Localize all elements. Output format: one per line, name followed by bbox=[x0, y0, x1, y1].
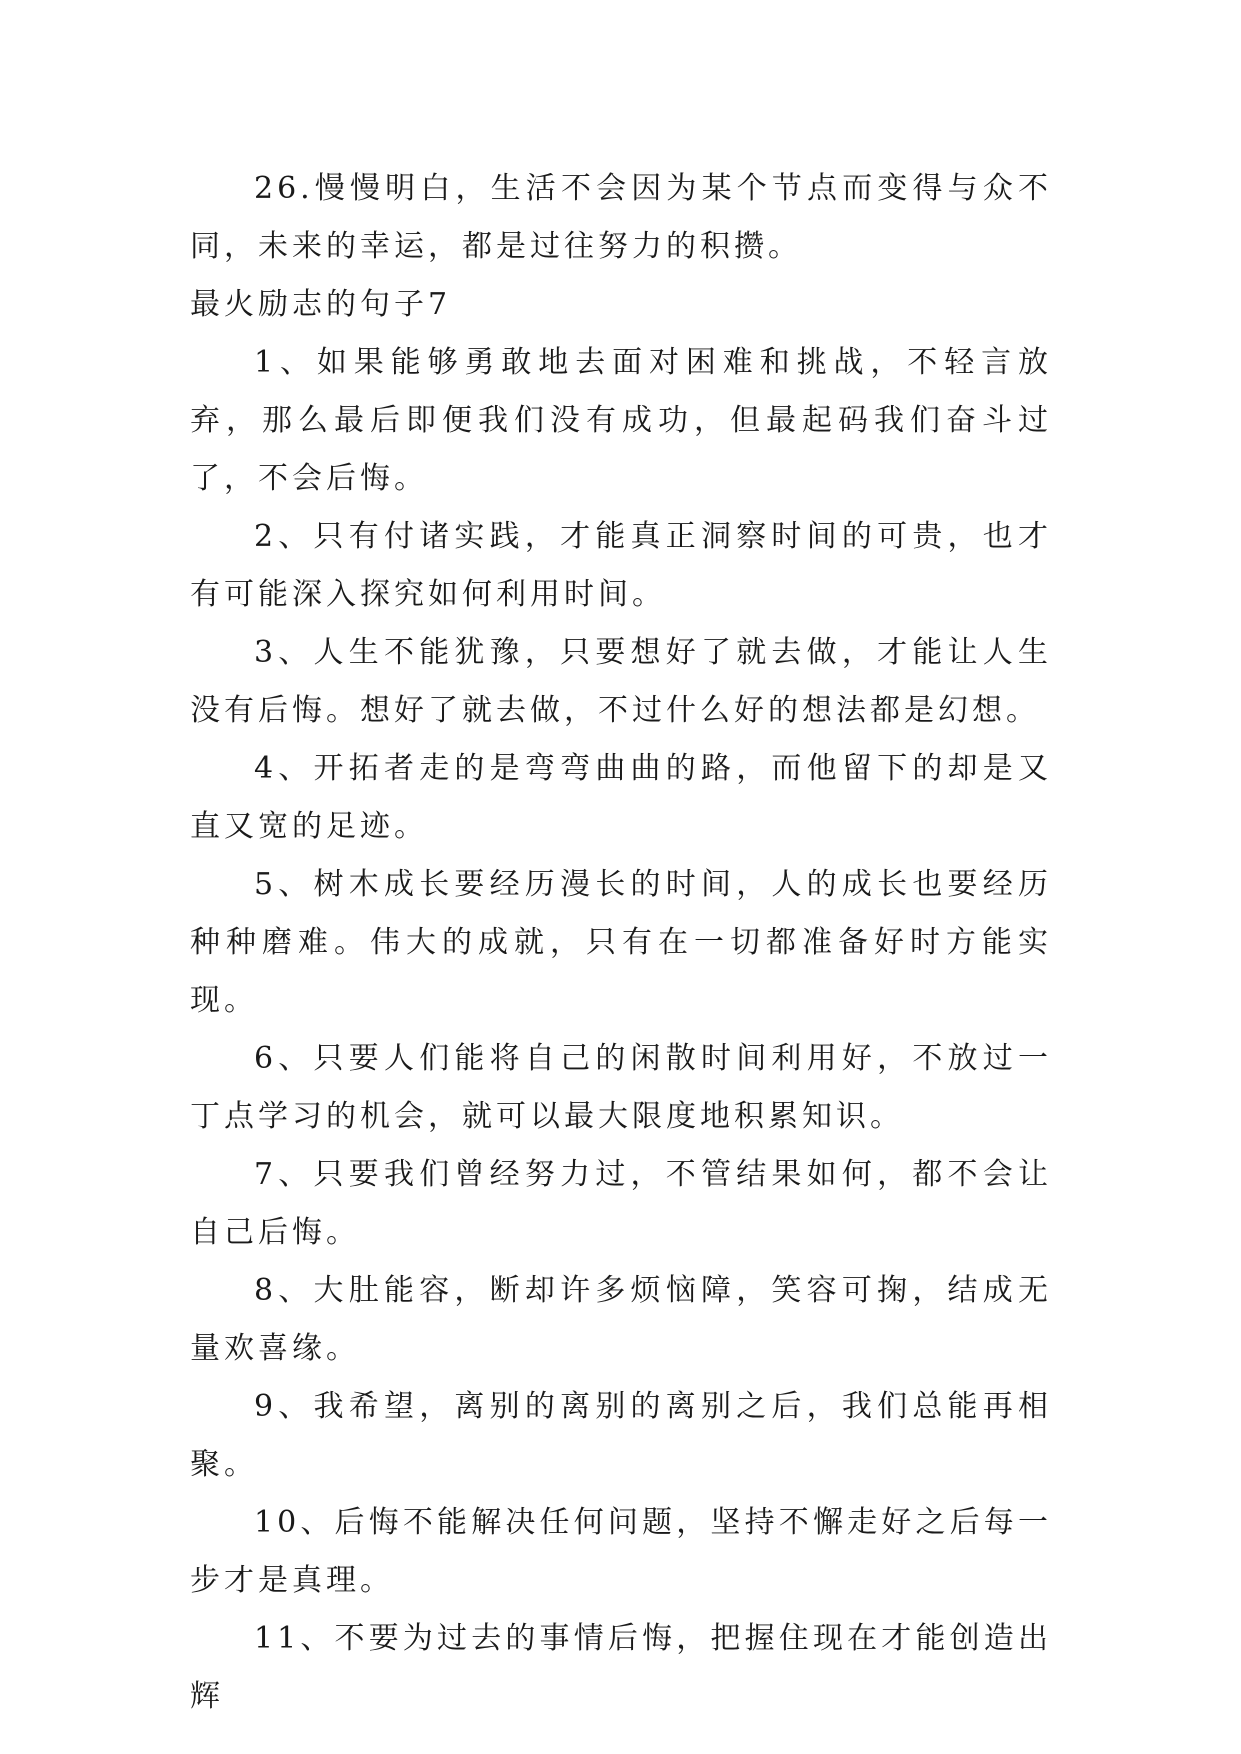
list-item: 4、开拓者走的是弯弯曲曲的路，而他留下的却是又直又宽的足迹。 bbox=[190, 751, 1052, 844]
section-heading: 最火励志的句子7 bbox=[190, 287, 452, 322]
list-item: 10、后悔不能解决任何问题，坚持不懈走好之后每一步才是真理。 bbox=[190, 1505, 1052, 1598]
document-page bbox=[190, 160, 1052, 1726]
list-item: 7、只要我们曾经努力过，不管结果如何，都不会让自己后悔。 bbox=[190, 1157, 1052, 1250]
list-item: 8、大肚能容，断却许多烦恼障，笑容可掬，结成无量欢喜缘。 bbox=[190, 1273, 1052, 1366]
list-item: 3、人生不能犹豫，只要想好了就去做，才能让人生没有后悔。想好了就去做，不过什么好的想法都是幻想。 bbox=[190, 635, 1052, 728]
list-item: 6、只要人们能将自己的闲散时间利用好，不放过一丁点学习的机会，就可以最大限度地积累知识。 bbox=[190, 1041, 1052, 1134]
list-item: 5、树木成长要经历漫长的时间，人的成长也要经历种种磨难。伟大的成就，只有在一切都准备好时方能实现。 bbox=[190, 867, 1052, 1018]
list-item: 1、如果能够勇敢地去面对困难和挑战，不轻言放弃，那么最后即便我们没有成功，但最起码我们奋斗过了，不会后悔。 bbox=[190, 345, 1052, 496]
list-item: 11、不要为过去的事情后悔，把握住现在才能创造出辉 bbox=[190, 1621, 1052, 1714]
list-item: 9、我希望，离别的离别的离别之后，我们总能再相聚。 bbox=[190, 1389, 1052, 1482]
list-item: 2、只有付诸实践，才能真正洞察时间的可贵，也才有可能深入探究如何利用时间。 bbox=[190, 519, 1052, 612]
intro-paragraph: 26.慢慢明白，生活不会因为某个节点而变得与众不同，未来的幸运，都是过往努力的积攒。 bbox=[190, 171, 1052, 264]
